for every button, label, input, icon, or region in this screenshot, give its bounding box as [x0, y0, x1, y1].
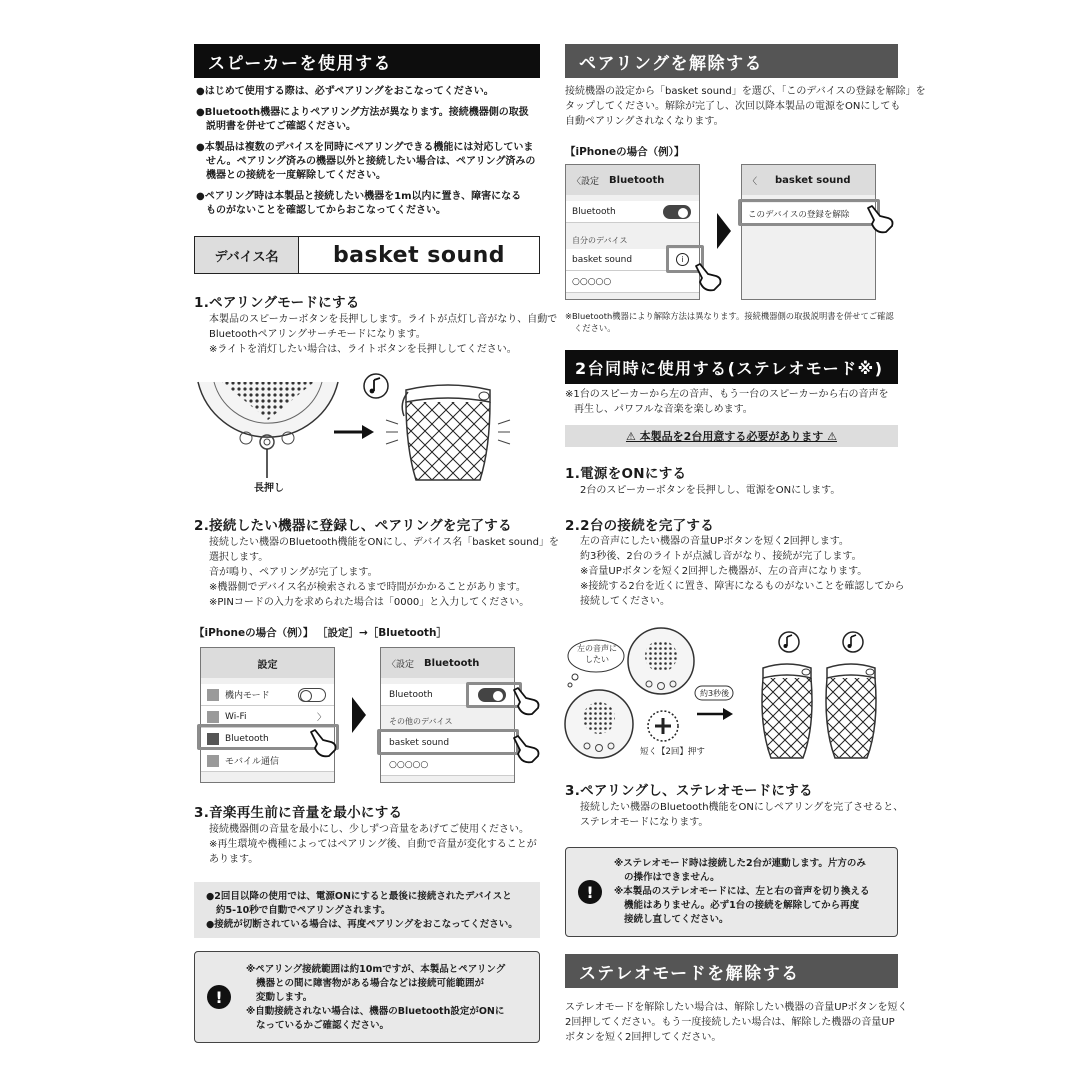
warning-line: 変動します。 — [256, 992, 313, 1003]
device-row-basket-sound[interactable]: basket sound i — [566, 249, 699, 271]
stereo-step2-line: 接続してください。 — [580, 596, 670, 607]
warning-line: ※ステレオモード時は接続した2台が連動します。片方のみ — [614, 858, 866, 869]
step2-line: 選択します。 — [209, 552, 269, 563]
hand-pointer-icon — [862, 204, 896, 238]
section-header-use-speaker: スピーカーを使用する — [194, 44, 540, 78]
device-row-basket-sound[interactable]: basket sound — [381, 732, 514, 754]
stereo-step2-title: 2.2台の接続を完了する — [565, 518, 715, 534]
release-line: ステレオモードを解除したい場合は、解除したい機器の音量UPボタンを短く — [565, 1002, 908, 1013]
warning-line: 接続し直してください。 — [624, 914, 729, 925]
iphone-settings-screen — [200, 647, 335, 783]
device-name-box — [194, 236, 540, 274]
bullet-line: ●はじめて使用する際は、必ずペアリングをおこなってください。 — [196, 86, 494, 97]
bullet-line: せん。ペアリング済みの機器以外と接続したい場合は、ペアリング済みの — [206, 156, 536, 167]
info-icon[interactable]: i — [676, 253, 689, 266]
warning-line: 機器との間に障害物がある場合などは接続可能範囲が — [256, 978, 485, 989]
highlight-device-row — [377, 729, 519, 755]
step2-line: ※機器側でデバイス名が検索されるまで時間がかかることがあります。 — [209, 582, 526, 593]
step1-line: Bluetoothペアリングサーチモードになります。 — [209, 329, 426, 340]
arrow-right-icon — [334, 425, 374, 439]
stereo-step2-line: 約3秒後、2台のライトが点滅し音がなり、接続が完了します。 — [580, 551, 862, 562]
bullet-line: ●ペアリング時は本製品と接続したい機器を1m以内に置き、障害になる — [196, 191, 522, 202]
stereo-step3-line: ステレオモードになります。 — [580, 817, 709, 828]
step1-illustration — [194, 368, 544, 496]
highlight-forget-row — [738, 199, 880, 226]
screen-title: 〈設定 Bluetooth — [566, 165, 699, 195]
section-label: 自分のデバイス — [572, 236, 628, 245]
arrow-right-icon — [352, 697, 366, 733]
iphone-bluetooth-screen — [380, 647, 515, 783]
release-line: ボタンを短く2回押してください。 — [565, 1032, 722, 1043]
stereo-step2-line: ※接続する2台を近くに置き、障害になるものがないことを確認してから — [580, 581, 905, 592]
stereo-step1-line: 2台のスピーカーボタンを長押しし、電源をONにします。 — [580, 485, 841, 496]
step2-line: 音が鳴り、ペアリングが完了します。 — [209, 567, 378, 578]
forget-device-row[interactable]: このデバイスの登録を解除 — [742, 203, 875, 225]
settings-row-mobile[interactable]: モバイル通信 — [201, 750, 334, 772]
bullet-line: 機器との接続を一度解除してください。 — [206, 170, 386, 181]
step2-line: ※PINコードの入力を求められた場合は「0000」と入力してください。 — [209, 597, 530, 608]
device-row-other[interactable]: ○○○○○ — [381, 754, 514, 776]
step3-line: ※再生環境や機種によってはペアリング後、自動で音量が変化することが — [209, 839, 537, 850]
unpair-line: タップしてください。解除が完了し、次回以降本製品の電源をONにしても — [565, 101, 901, 112]
info-line: 約5-10秒で自動でペアリングされます。 — [216, 905, 391, 916]
step3-line: あります。 — [209, 854, 259, 865]
bluetooth-toggle-row[interactable]: Bluetooth — [381, 684, 514, 706]
settings-row-bluetooth[interactable]: Bluetooth — [201, 728, 334, 750]
need-two-banner: ⚠ 本製品を2台用意する必要があります ⚠ — [565, 425, 898, 447]
screen-title: 設定 — [201, 648, 334, 678]
long-press-label: 長押し — [254, 483, 284, 494]
bullet-line: ものがないことを確認してからおこなってください。 — [206, 205, 446, 216]
section-header-unpair: ペアリングを解除する — [565, 44, 898, 78]
settings-row-wifi[interactable]: Wi-Fi 〉 — [201, 706, 334, 728]
speaker-top-view — [198, 382, 338, 478]
screen-title: 〈 basket sound — [742, 165, 875, 195]
toggle-switch[interactable] — [663, 205, 691, 219]
stereo-step1-title: 1.電源をONにする — [565, 466, 687, 482]
step1-title: 1.ペアリングモードにする — [194, 295, 360, 311]
bubble-line: したい — [585, 655, 609, 664]
hand-pointer-icon — [690, 262, 724, 296]
music-note-icon — [779, 632, 799, 652]
stereo-step3-title: 3.ペアリングし、ステレオモードにする — [565, 783, 813, 799]
warning-line: の操作はできません。 — [624, 872, 720, 883]
bullet-line: ●本製品は複数のデバイスを同時にペアリングできる機能には対応していま — [196, 142, 534, 153]
warning-line: なっているかご確認ください。 — [256, 1020, 390, 1031]
step3-line: 接続機器側の音量を最小にし、少しずつ音量をあげてご使用ください。 — [209, 824, 529, 835]
speaker-top-view — [628, 628, 694, 694]
speaker-side-view — [826, 664, 876, 758]
step1-line: ※ライトを消灯したい場合は、ライトボタンを長押ししてください。 — [209, 344, 517, 355]
warning-line: ※自動接続されない場合は、機器のBluetooth設定がONに — [246, 1006, 505, 1017]
speaker-side-view — [762, 664, 812, 758]
info-line: ●2回目以降の使用では、電源ONにすると最後に接続されたデバイスと — [206, 891, 512, 902]
warning-line: ※本製品のステレオモードには、左と右の音声を切り換える — [614, 886, 870, 897]
unpair-note-line: ※Bluetooth機器により解除方法は異なります。接続機器側の取扱説明書を併せてご確認 — [565, 311, 894, 321]
step2-line: 接続したい機器のBluetooth機能をONにし、デバイス名「basket sound」を — [209, 537, 559, 548]
step1-line: 本製品のスピーカーボタンを長押しします。ライトが点灯し音がなり、自動で — [209, 314, 558, 325]
unpair-line: 自動ペアリングされなくなります。 — [565, 116, 724, 127]
bullet-line: 説明書を併せてご確認ください。 — [206, 121, 356, 132]
bullet-line: ●Bluetooth機器によりペアリング方法が異なります。接続機器側の取扱 — [196, 107, 529, 118]
device-row-other[interactable]: ○○○○○ — [566, 271, 699, 293]
section-header-stereo: 2台同時に使用する(ステレオモード※) — [565, 350, 898, 384]
screen-title: 〈設定 Bluetooth — [381, 648, 514, 678]
stereo-line: ※1台のスピーカーから左の音声、もう一台のスピーカーから右の音声を — [565, 389, 889, 400]
music-note-icon — [843, 632, 863, 652]
info-line: ●接続が切断されている場合は、再度ペアリングをおこなってください。 — [206, 919, 518, 930]
speaker-top-view — [565, 690, 633, 758]
step2-title: 2.接続したい機器に登録し、ペアリングを完了する — [194, 518, 512, 534]
iphone-bluetooth-screen — [565, 164, 700, 300]
stereo-step2-line: 左の音声にしたい機器の音量UPボタンを短く2回押します。 — [580, 536, 849, 547]
after-3-seconds-label: 約3秒後 — [700, 689, 730, 698]
bluetooth-toggle-row[interactable]: Bluetooth — [566, 201, 699, 223]
device-name-value: basket sound — [332, 242, 506, 268]
plus-button-icon — [648, 711, 678, 741]
hand-pointer-icon — [305, 728, 339, 762]
stereo-step3-line: 接続したい機器のBluetooth機能をONにしペアリングを完了させると、 — [580, 802, 904, 813]
stereo-step2-line: ※音量UPボタンを短く2回押した機器が、左の音声になります。 — [580, 566, 868, 577]
iphone-example-label: 【iPhoneの場合（例）】 — [565, 146, 685, 158]
toggle-switch[interactable] — [298, 688, 326, 702]
exclamation-icon: ! — [207, 985, 231, 1009]
device-name-label: デバイス名 — [195, 237, 299, 273]
release-line: 2回押してください。もう一度接続したい場合は、解除した機器の音量UP — [565, 1017, 895, 1028]
unpair-line: 接続機器の設定から「basket sound」を選び、「このデバイスの登録を解除」を — [565, 86, 926, 97]
warning-line: 機能はありません。必ず1台の接続を解除してから再度 — [624, 900, 860, 911]
iphone-example-label: 【iPhoneの場合（例）】 ［設定］→［Bluetooth］ — [194, 627, 447, 639]
section-header-release-stereo: ステレオモードを解除する — [565, 954, 898, 988]
short-press-label: 短く【2回】押す — [640, 747, 705, 757]
settings-row-airplane[interactable]: 機内モード — [201, 684, 334, 706]
section-label: その他のデバイス — [389, 717, 453, 726]
speaker-side-view — [386, 385, 510, 480]
iphone-device-screen — [741, 164, 876, 300]
bubble-line: 左の音声に — [577, 644, 617, 653]
hand-pointer-icon — [508, 686, 542, 720]
arrow-right-icon — [717, 213, 731, 249]
exclamation-icon: ! — [578, 880, 602, 904]
warning-line: ※ペアリング接続範囲は約10mですが、本製品とペアリング — [246, 964, 506, 975]
unpair-note-line: ください。 — [574, 323, 616, 333]
step3-title: 3.音楽再生前に音量を最小にする — [194, 805, 403, 821]
music-note-icon — [364, 374, 388, 398]
hand-pointer-icon — [508, 734, 542, 768]
stereo-line: 再生し、パワフルな音楽を楽しめます。 — [574, 404, 753, 415]
